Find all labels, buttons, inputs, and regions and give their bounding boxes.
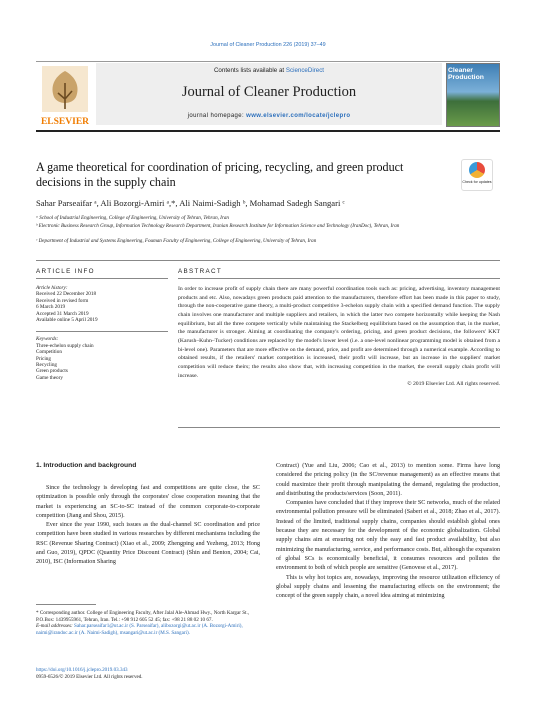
body-column-right	[276, 462, 500, 601]
article-info	[36, 285, 168, 381]
homepage-line	[96, 113, 442, 119]
history-item: Accepted 31 March 2019	[36, 310, 89, 317]
keyword: Green products	[36, 368, 68, 375]
body-paragraph: Since the technology is developing fast and competitions are quite close, the SC optimization is possible only through the corporates' close cooperation meaning that the market is experiencing an SC-to-SC instead of the common corporate-to-corporate competition (Jiang and Shou, 2015).	[36, 485, 260, 519]
affiliation-c: ᶜ Department of Industrial and Systems Engineering, Fouman Faculty of Engineering, College of Engineering, University of Tehran, Iran	[36, 238, 317, 244]
keyword: Three-echelon supply chain	[36, 342, 94, 349]
doi-link[interactable]: https://doi.org/10.1016/j.jclepro.2019.03.343	[36, 667, 128, 673]
section-rule	[36, 260, 500, 261]
keyword: Competition	[36, 349, 62, 356]
info-divider	[36, 331, 168, 332]
homepage-prefix: journal homepage:	[187, 113, 247, 119]
sciencedirect-link[interactable]: ScienceDirect	[285, 67, 325, 74]
abstract-copyright: © 2019 Elsevier Ltd. All rights reserved.	[407, 381, 500, 388]
contents-line	[96, 67, 442, 74]
cover-title: Cleaner Production	[448, 67, 484, 81]
history-item: 6 March 2019	[36, 304, 66, 311]
history-item: Received 22 December 2018	[36, 291, 97, 298]
issn-line: 0959-6526/© 2019 Elsevier Ltd. All rights reserved.	[36, 673, 143, 680]
header-rule	[36, 61, 500, 62]
author-list: Sahar Parseaifar ᵃ, Ali Bozorgi-Amiri ᵃ,*, Ali Naimi-Sadigh ᵇ, Mohamad Sadegh Sangari ᶜ	[36, 198, 345, 208]
journal-title: Journal of Cleaner Production	[181, 84, 357, 100]
keyword: Game theory	[36, 374, 63, 381]
abstract-body	[178, 285, 500, 389]
corresponding-author-note: * Corresponding author. College of Engineering Faculty, After Jalal Ale-Ahmad Hwy., North Kargar St., P.O.Box: 1439955961, Tehran, Iran. Tel.: +98 912 605 52 45; fax: +98 21 88 02 10 67.	[36, 610, 249, 623]
abstract-end-rule	[178, 427, 500, 428]
keywords-label: Keywords:	[36, 336, 59, 343]
history-label: Article history:	[36, 285, 68, 291]
abstract-rule	[178, 278, 500, 279]
journal-reference[interactable]: Journal of Cleaner Production 226 (2019) 37–49	[210, 42, 326, 48]
affiliation-a: ᵃ School of Industrial Engineering, College of Engineering, University of Tehran, Tehran, Iran	[36, 215, 229, 221]
history-item: Received in revised form	[36, 297, 89, 304]
history-item: Available online 5 April 2019	[36, 317, 98, 324]
email-addresses[interactable]: Sahar.parseaifar1@ut.ac.ir (S. Parseaifar), alibozorgi@ut.ac.ir (A. Bozorgi-Amiri), naimi@irandoc.ac.ir (A. Naimi-Sadigh), msangari@ut.ac.ir (M.S. Sangari).	[36, 623, 243, 636]
elsevier-logo	[36, 63, 94, 127]
publisher-name: ELSEVIER	[40, 117, 90, 127]
abstract-text: In order to increase profit of supply chain there are many powerful coordination tools such as: pricing, advertising, inventory management products and etc. Also, nowadays green products paid attention to the manufacturers, therefore effort has been made in this paper to study, through the non-cooperative game theory, a multi-product competitive 3-echelon supply chain with a specified demand function. The supply chain involves one manufacturer and multiple suppliers and retailers, in which the latter two compete horizontally while keeping the Nash equilibrium, but all the three compete vertically while maintaining the Stackelberg equilibrium based on the assumption that, in the market, the manufacturer is stronger. Aiming at coordinating the company's ordering, pricing, and green product decisions, the followers' KKT (Karush–Kuhn–Tucker) conditions are replaced by the model's lower level (i.e. a one-level nonlinear programming model is obtained from a bi-level one). Parameters that are more effective on the demand, price, and profit are determined through a numerical example. According to obtained results, if the retailers' market competition is increased, their profit will increase, but an increase in the suppliers' market competition will reduce theirs; the results also show that, with increasing competition in the market, the overall supply chain profit will increase.	[178, 286, 500, 379]
badge-label: Check for updates	[462, 180, 492, 184]
info-rule	[36, 278, 168, 279]
contents-prefix: Contents lists available at	[213, 67, 286, 74]
affiliation-b: ᵇ Electronic Business Research Group, Information Technology Research Department, Iranian Research Institute for Information Science and Technology (IranDoc), Tehran, Iran	[36, 223, 400, 229]
footnote-rule	[36, 604, 96, 605]
email-label: E-mail addresses:	[36, 623, 73, 630]
footnote	[36, 610, 260, 636]
page-footer	[36, 667, 260, 680]
body-paragraph: Ever since the year 1990, such issues as the dual-channel SC coordination and price competition have been studied in various researches by different mechanisms including the RSC (Revenue Sharing Contract) (Xiao et al., 2009; Zhengping and Yezheng, 2013; Hong and Guo, 2019), QPDC (Quantity Price Discount Contract) (Shin and Benton, 2004; Cai, 2010), ISC (Information Sharing	[36, 522, 260, 566]
body-column-left	[36, 484, 260, 568]
article-title: A game theoretical for coordination of pricing, recycling, and green product decisions in the supply chain	[36, 160, 404, 189]
homepage-link[interactable]: www.elsevier.com/locate/jclepro	[246, 113, 351, 119]
body-paragraph: This is why hot topics are, nowadays, improving the resource utilization efficiency of global supply chains and lessening the manufacturing effects on the environment; the concept of the green supply chain, a novel idea aiming at minimizing	[276, 574, 500, 600]
body-paragraph: Contract) (Yue and Liu, 2006; Cao et al., 2013) to mention some. Firms have long considered the pricing policy (in the SC/revenue management) as an effective means that could maximize their profit through manipulating the demand, regulating the production, and distributing the products/services (Soon, 2011).	[276, 463, 500, 497]
keyword: Pricing	[36, 355, 51, 362]
check-updates-icon	[469, 162, 485, 178]
article-info-heading: ARTICLE INFO	[36, 268, 95, 275]
header-thick-rule	[36, 130, 500, 132]
email-line	[36, 623, 260, 636]
keyword: Recycling	[36, 362, 58, 369]
body-paragraph: Companies have concluded that if they improve their SC networks, much of the related environmental pollution pressure will be eliminated (Saberi et al., 2018; Zhao et al., 2017). Instead of the limited, traditional supply chains, companies should establish global ones because they are necessary for the development of the economic globalization. Global supply chains aim at ensuring not only the easy and fast product availability, but also minimizing the manufacturing, service, and performance costs. But, although the expansion of global SCs is economically beneficial, it consumes resources and pollutes the environment to both of which people are sensitive (Genovese et al., 2017).	[276, 500, 500, 572]
intro-heading: 1. Introduction and background	[36, 462, 137, 469]
abstract-heading: ABSTRACT	[178, 268, 222, 275]
